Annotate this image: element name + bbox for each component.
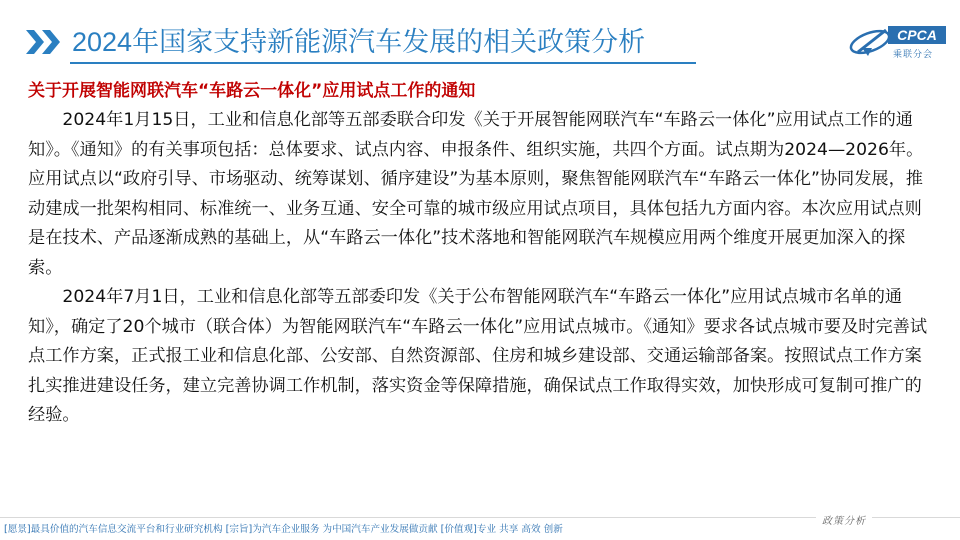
footer-slogan: [愿景]最具价值的汽车信息交流平台和行业研究机构 [宗旨]为汽车企业服务 为中国汽车产业发展做贡献 [价值观]专业 共享 高效 创新 <box>4 524 563 535</box>
section-heading: 关于开展智能网联汽车“车路云一体化”应用试点工作的通知 <box>28 81 476 101</box>
title-underline <box>70 62 696 64</box>
logo-subtext: 乘联分会 <box>893 50 934 60</box>
svg-text:CPCA: CPCA <box>897 27 937 43</box>
section-tag: 政策分析 <box>816 512 872 527</box>
paragraph-1: 2024年1月15日，工业和信息化部等五部委联合印发《关于开展智能网联汽车“车路云一体化”应用试点工作的通知》。《通知》的有关事项包括：总体要求、试点内容、申报条件、组织实施，共四个方面。试点期为2024—2026年。应用试点以“政府引导、市场驱动、统筹谋划、循序建设”为基本原则，聚焦智能网联汽车“车路云一体化”协同发展，推动建成一批架构相同、标准统一、业务互通、安全可靠的城市级应用试点项目，具体包括九方面内容。本次应用试点则是在技术、产品逐渐成熟的基础上，从“车路云一体化”技术落地和智能网联汽车规模应用两个维度开展更加深入的探索。 <box>28 110 924 278</box>
paragraph-2: 2024年7月1日，工业和信息化部等五部委印发《关于公布智能网联汽车“车路云一体化”应用试点城市名单的通知》，确定了20个城市（联合体）为智能网联汽车“车路云一体化”应用试点城市。《通知》要求各试点城市要及时完善试点工作方案，正式报工业和信息化部、公安部、自然资源部、住房和城乡建设部、交通运输部备案。按照试点工作方案扎实推进建设任务，建立完善协调工作机制，落实资金等保障措施，确保试点工作取得实效，加快形成可复制可推广的经验。 <box>28 287 928 425</box>
document-body <box>28 78 928 431</box>
page-title: 2024年国家支持新能源汽车发展的相关政策分析 <box>72 27 646 57</box>
slide-header <box>0 0 960 72</box>
double-chevron-icon <box>24 28 66 56</box>
